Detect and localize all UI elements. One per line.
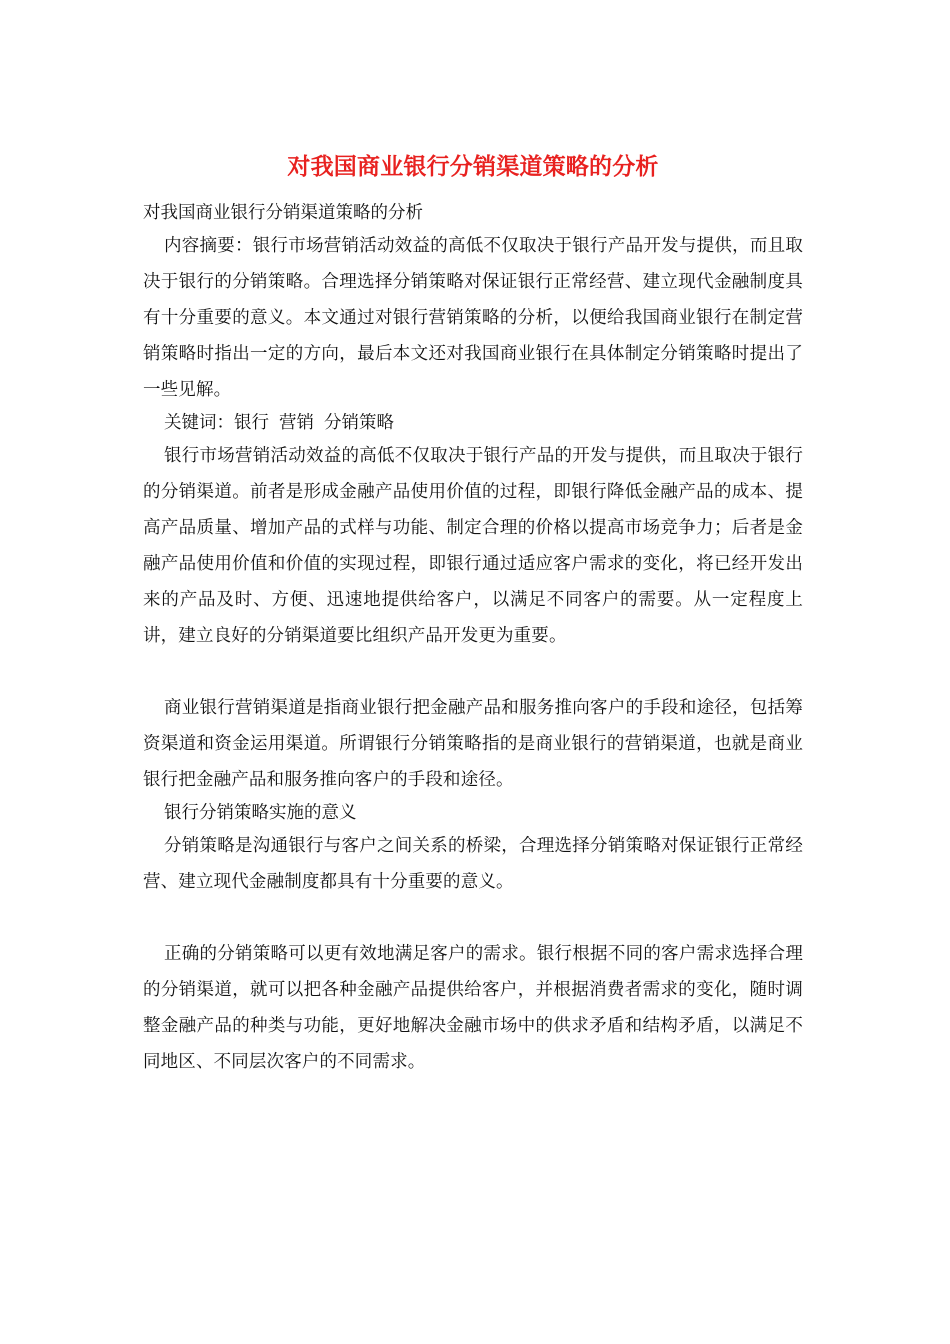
body-paragraph: 银行市场营销活动效益的高低不仅取决于银行产品的开发与提供，而且取决于银行的分销渠道。前者是形成金融产品使用价值的过程，即银行降低金融产品的成本、提高产品质量、增加产品的式样与功能、制定合理的价格以提高市场竞争力；后者是金融产品使用价值和价值的实现过程，即银行通过适应客户需求的变化，将已经开发出来的产品及时、方便、迅速地提供给客户，以满足不同客户的需要。从一定程度上讲，建立良好的分销渠道要比组织产品开发更为重要。 <box>143 446 803 646</box>
document-title: 对我国商业银行分销渠道策略的分析 <box>287 153 659 180</box>
keyword-item: 分销策略 <box>324 413 394 433</box>
abstract-paragraph: 内容摘要：银行市场营销活动效益的高低不仅取决于银行产品开发与提供，而且取决于银行的分销策略。合理选择分销策略对保证银行正常经营、建立现代金融制度具有十分重要的意义。本文通过对银行营销策略的分析，以便给我国商业银行在制定营销策略时指出一定的方向，最后本文还对我国商业银行在具体制定分销策略时提出了一些见解。 <box>143 236 803 400</box>
document-subtitle: 对我国商业银行分销渠道策略的分析 <box>143 203 423 223</box>
keywords-label: 关键词：银行 <box>164 413 269 433</box>
body-paragraph: 商业银行营销渠道是指商业银行把金融产品和服务推向客户的手段和途径，包括筹资渠道和资金运用渠道。所谓银行分销策略指的是商业银行的营销渠道，也就是商业银行把金融产品和服务推向客户的手段和途径。 <box>143 698 803 790</box>
section-paragraph: 分销策略是沟通银行与客户之间关系的桥梁，合理选择分销策略对保证银行正常经营、建立现代金融制度都具有十分重要的意义。 <box>143 836 803 892</box>
keyword-item: 营销 <box>279 413 314 433</box>
section-heading: 银行分销策略实施的意义 <box>164 803 357 823</box>
keywords-line <box>143 408 803 438</box>
section-paragraph: 正确的分销策略可以更有效地满足客户的需求。银行根据不同的客户需求选择合理的分销渠道，就可以把各种金融产品提供给客户，并根据消费者需求的变化，随时调整金融产品的种类与功能，更好地解决金融市场中的供求矛盾和结构矛盾，以满足不同地区、不同层次客户的不同需求。 <box>143 944 803 1072</box>
document-content <box>143 150 803 1080</box>
